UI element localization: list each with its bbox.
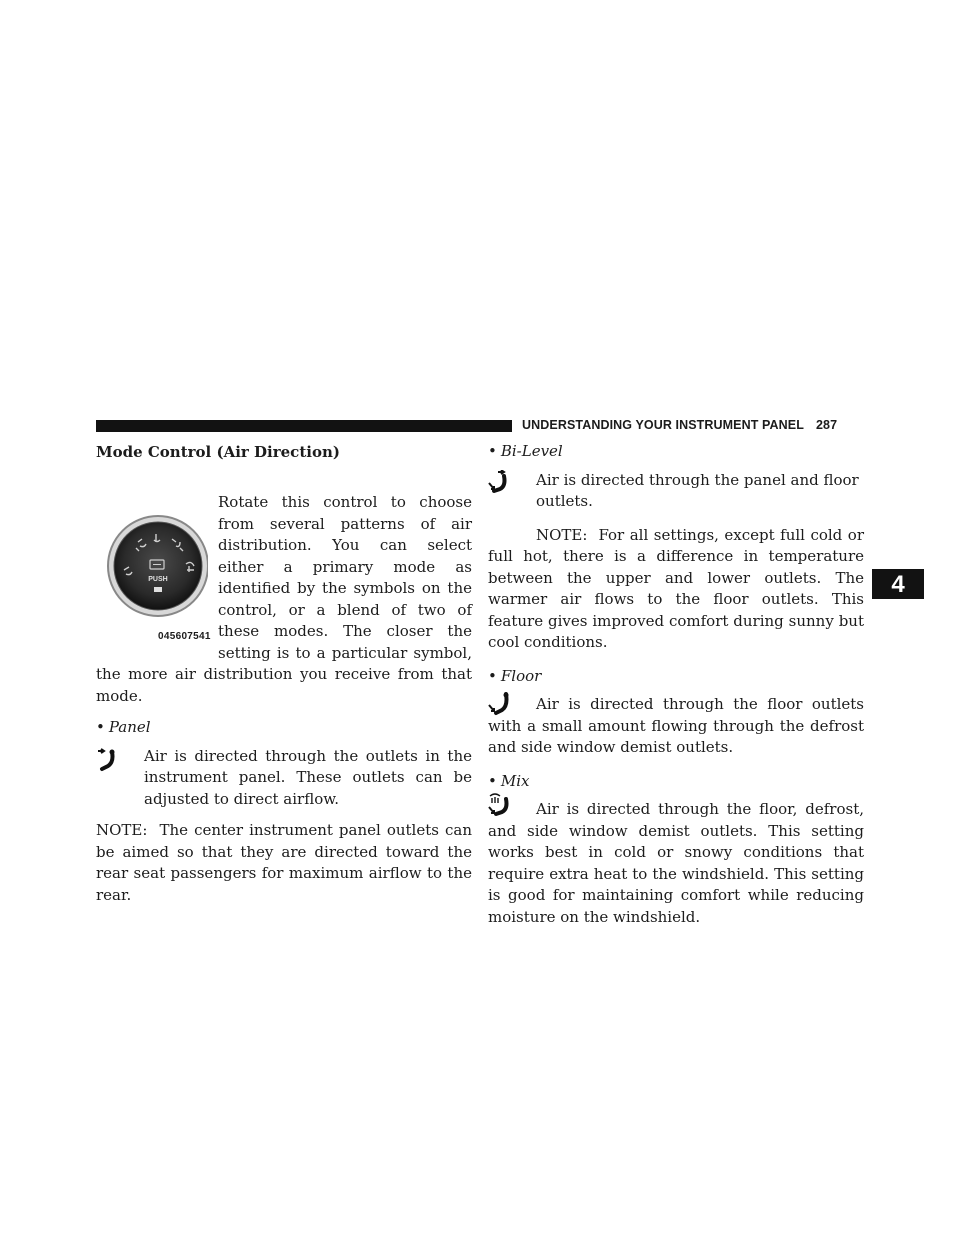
note-text: For all settings, except full cold or full hot, there is a difference in temperature between the upper and lower outlets. The warmer air flows to the floor outlets. This feature gives improved comfort during sunny but cool conditions. [488, 525, 864, 651]
note-label: NOTE: [96, 821, 148, 839]
mix-text: Air is directed through the floor, defrost, and side window demist outlets. This setting works best in cold or snowy conditions that require extra heat to the windshield. This setting is good for maintaining comfort while reducing moisture on the windshield. [488, 800, 864, 926]
header-rule [96, 420, 512, 432]
chapter-tab: 4 [872, 569, 924, 599]
panel-text: Air is directed through the outlets in the instrument panel. These outlets can be adjusted to direct airflow. [144, 746, 472, 808]
mix-description [488, 799, 864, 928]
left-column [96, 442, 472, 906]
right-column [488, 441, 864, 928]
section-heading: Mode Control (Air Direction) [96, 443, 340, 461]
panel-description [96, 746, 472, 811]
panel-vent-icon [96, 748, 120, 772]
bilevel-bullet-title: • Bi-Level [488, 442, 563, 460]
mix-vent-icon [488, 793, 512, 817]
bilevel-vent-icon [488, 470, 512, 494]
floor-text: Air is directed through the floor outlets with a small amount flowing through the defrost and side window demist outlets. [488, 695, 864, 756]
left-note [96, 820, 472, 906]
intro-paragraph: Rotate this control to choose from several patterns of air distribution. You can select either a primary mode as identified by the symbols on the control, or a blend of two of these modes. The closer the setting is to a particular symbol, the more air distribution you receive from that mode. [96, 493, 472, 705]
panel-bullet-title: • Panel [96, 718, 151, 736]
floor-description [488, 694, 864, 759]
page-number: 287 [815, 418, 838, 432]
floor-bullet-title: • Floor [488, 666, 542, 685]
mode-control-figure [96, 494, 211, 654]
section-title: UNDERSTANDING YOUR INSTRUMENT PANEL [522, 418, 804, 432]
knob-push-label: PUSH [148, 576, 168, 583]
right-note [488, 525, 864, 654]
floor-vent-icon [488, 692, 512, 716]
bilevel-description [488, 470, 864, 513]
figure-code: 045607541 [158, 631, 211, 642]
mix-bullet-title: • Mix [488, 771, 530, 790]
running-header [522, 418, 837, 432]
bilevel-text: Air is directed through the panel and floor outlets. [536, 470, 859, 510]
note-text: The center instrument panel outlets can be aimed so that they are directed toward the rear seat passengers for maximum airflow to the rear. [96, 821, 472, 904]
note-label: NOTE: [536, 525, 588, 544]
